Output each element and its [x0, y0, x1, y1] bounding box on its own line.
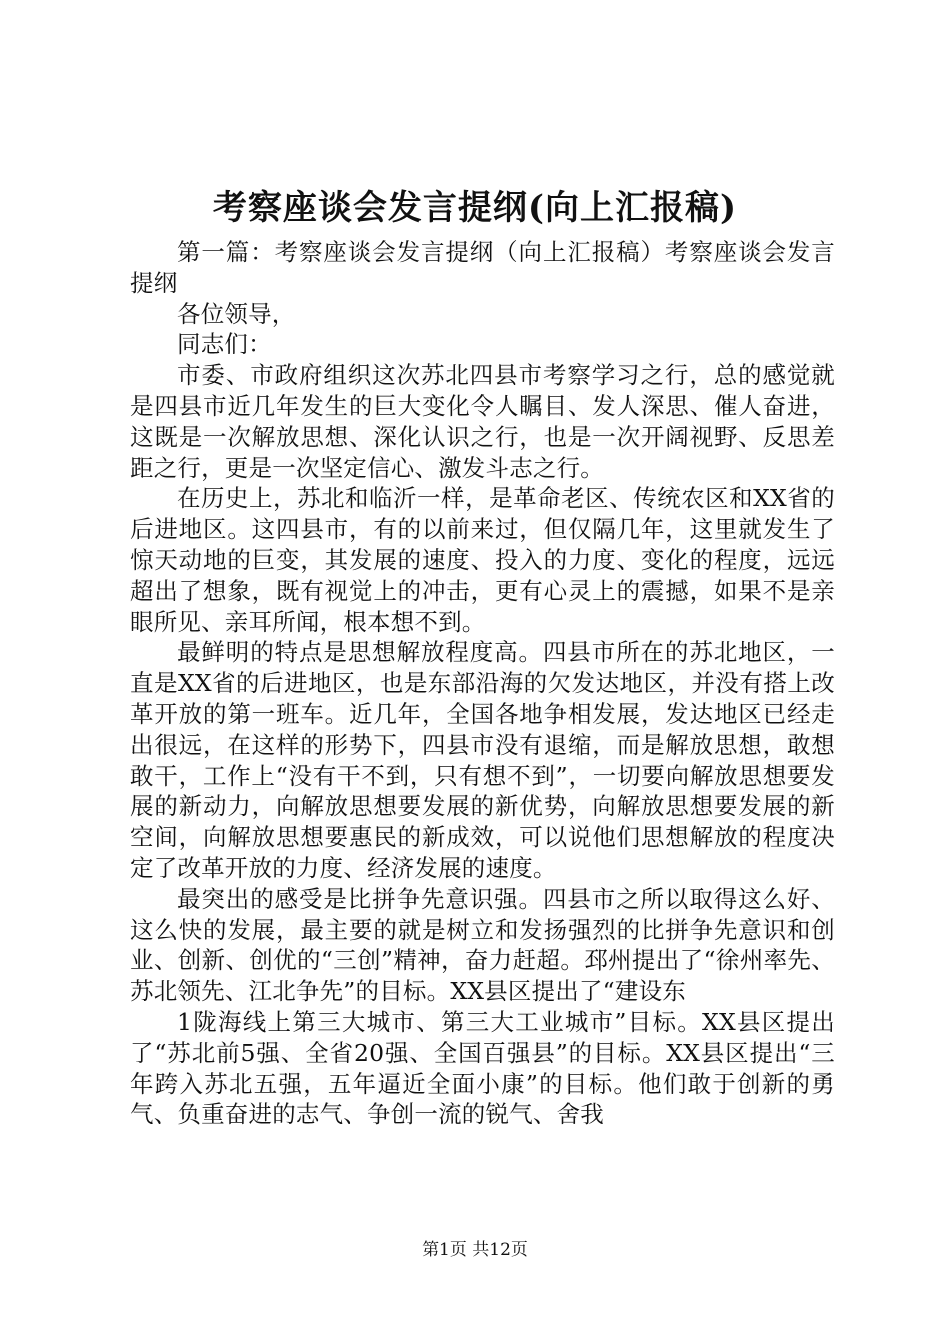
paragraph-salutation: 各位领导，	[177, 299, 296, 328]
paragraph: 最突出的感受是比拼争先意识强。四县市之所以取得这么好、这么快的发展，最主要的就是树立和发扬强烈的比拼争先意识和创业、创新、创优的“三创”精神，奋力赶超。邳州提出了“徐州率先、苏北领先、江北争先”的目标。XX县区提出了“建设东	[130, 884, 835, 1006]
document-body	[130, 237, 835, 1130]
paragraph: 在历史上，苏北和临沂一样，是革命老区、传统农区和XX省的后进地区。这四县市，有的以前来过，但仅隔几年，这里就发生了惊天动地的巨变，其发展的速度、投入的力度、变化的程度，远远超出了想象，既有视觉上的冲击，更有心灵上的震撼，如果不是亲眼所见、亲耳所闻，根本想不到。	[130, 484, 835, 636]
paragraph: 1陇海线上第三大城市、第三大工业城市”目标。XX县区提出了“苏北前5强、全省20强、全国百强县”的目标。XX县区提出“三年跨入苏北五强，五年逼近全面小康”的目标。他们敢于创新的勇气、负重奋进的志气、争创一流的锐气、舍我	[130, 1007, 835, 1129]
paragraph: 最鲜明的特点是思想解放程度高。四县市所在的苏北地区，一直是XX省的后进地区，也是东部沿海的欠发达地区，并没有搭上改革开放的第一班车。近几年，全国各地争相发展，发达地区已经走出很远，在这样的形势下，四县市没有退缩，而是解放思想，敢想敢干，工作上“没有干不到，只有想不到”，一切要向解放思想要发展的新动力，向解放思想要发展的新优势，向解放思想要发展的新空间，向解放思想要惠民的新成效，可以说他们思想解放的程度决定了改革开放的力度、经济发展的速度。	[130, 638, 835, 882]
paragraph: 市委、市政府组织这次苏北四县市考察学习之行，总的感觉就是四县市近几年发生的巨大变化令人瞩目、发人深思、催人奋进，这既是一次解放思想、深化认识之行，也是一次开阔视野、反思差距之行，更是一次坚定信心、激发斗志之行。	[130, 361, 835, 482]
document-title: 考察座谈会发言提纲(向上汇报稿)	[212, 188, 738, 228]
paragraph-heading: 第一篇：考察座谈会发言提纲（向上汇报稿）考察座谈会发言提纲	[130, 238, 835, 297]
paragraph-salutation-2: 同志们：	[177, 330, 272, 359]
page-number: 第1页 共12页	[422, 1240, 528, 1260]
